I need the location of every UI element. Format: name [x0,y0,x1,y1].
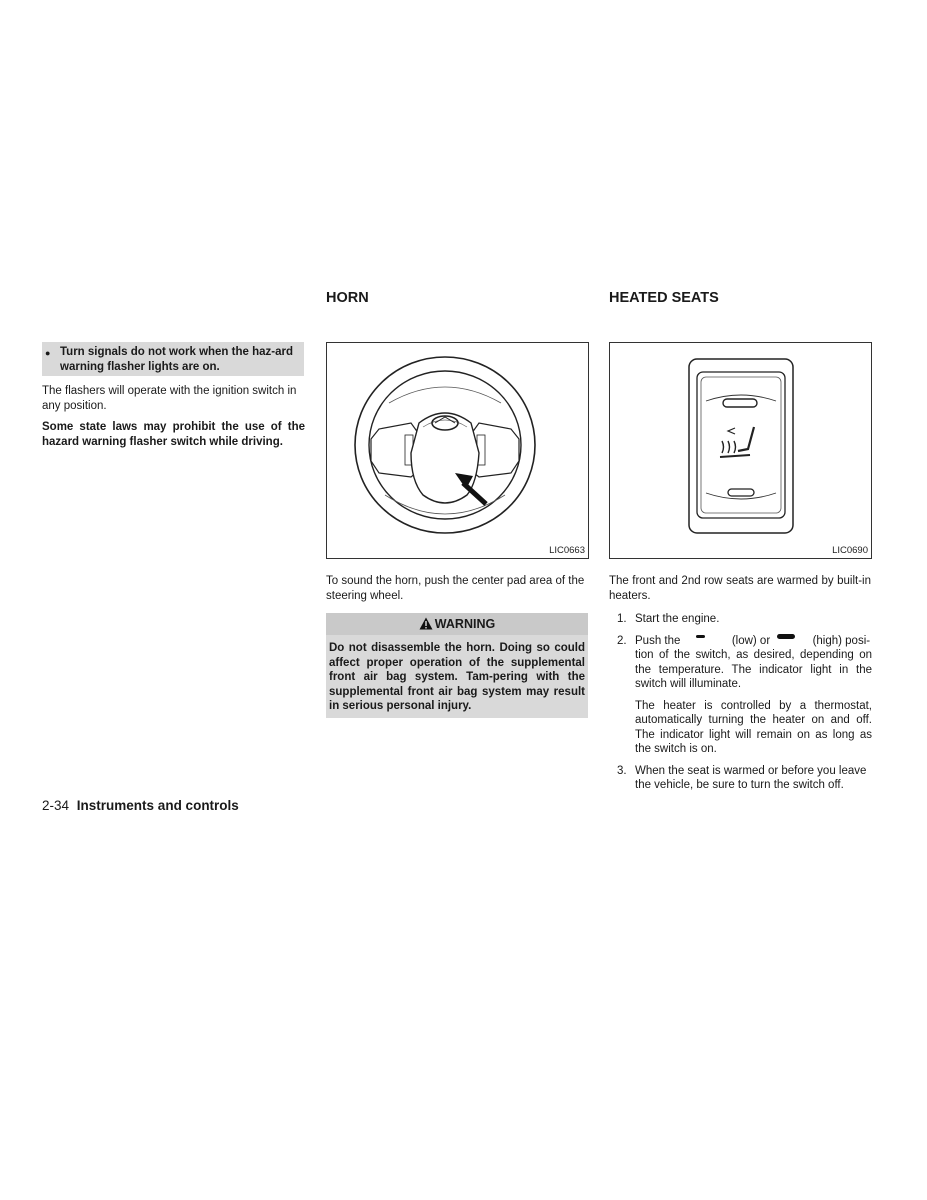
heated-seats-figure [609,342,872,559]
step-2-low-text: (low) or [731,634,771,647]
note-bullet: ● [45,348,51,358]
step-3-text: When the seat is warmed or before you leave the vehicle, be sure to turn the switch off. [635,764,867,791]
warning-label: WARNING [434,617,496,631]
warning-text: Do not disassemble the horn. Doing so could affect proper operation of the supplemental front air bag system. Tam-pering with the supplemental front air bag system may result in serious personal injury. [326,635,588,718]
step-3 [609,764,872,793]
step-2 [609,634,872,757]
seat-heater-switch-illustration [610,343,871,543]
heated-seats-steps [609,612,872,793]
step-2-rest-text: tion of the switch, as desired, depending on the temperature. The indicator light in the switch will illuminate. [635,649,872,690]
step-3-number: 3. [617,764,627,777]
step-2-push-text: Push the [635,634,681,647]
heated-seats-figure-id: LIC0690 [832,545,868,556]
page-footer [42,798,239,813]
warning-box [326,613,588,718]
flasher-paragraph: The flashers will operate with the ignition switch in any position. [42,385,297,412]
steering-wheel-illustration [327,343,588,543]
state-laws-paragraph: Some state laws may prohibit the use of the hazard warning flasher switch while driving. [42,421,305,448]
section-title: Instruments and controls [76,798,239,813]
horn-figure [326,342,589,559]
horn-paragraph: To sound the horn, push the center pad area of the steering wheel. [326,575,585,602]
page-number: 2-34 [42,798,70,813]
step-1-text: Start the engine. [635,613,720,625]
heated-seats-intro: The front and 2nd row seats are warmed by built-in heaters. [609,575,871,602]
step-2-high-text: (high) posi- [812,634,871,647]
note-box [42,342,304,376]
heated-seats-heading: HEATED SEATS [609,290,719,306]
high-indicator-icon [777,634,795,639]
step-2-number: 2. [617,634,627,647]
horn-figure-id: LIC0663 [549,545,585,556]
horn-heading: HORN [326,290,369,306]
step-1 [609,612,872,627]
step-2-first-line [635,634,872,649]
low-indicator-icon [696,635,705,638]
step-1-number: 1. [617,613,627,625]
note-text: Turn signals do not work when the haz-ard warning flasher lights are on. [60,346,293,373]
warning-icon [419,617,433,630]
step-2-sub-text: The heater is controlled by a thermostat, automatically turning the heater on and off. The indicator light will remain on as long as the switch is on. [635,699,872,755]
warning-header [326,613,588,635]
